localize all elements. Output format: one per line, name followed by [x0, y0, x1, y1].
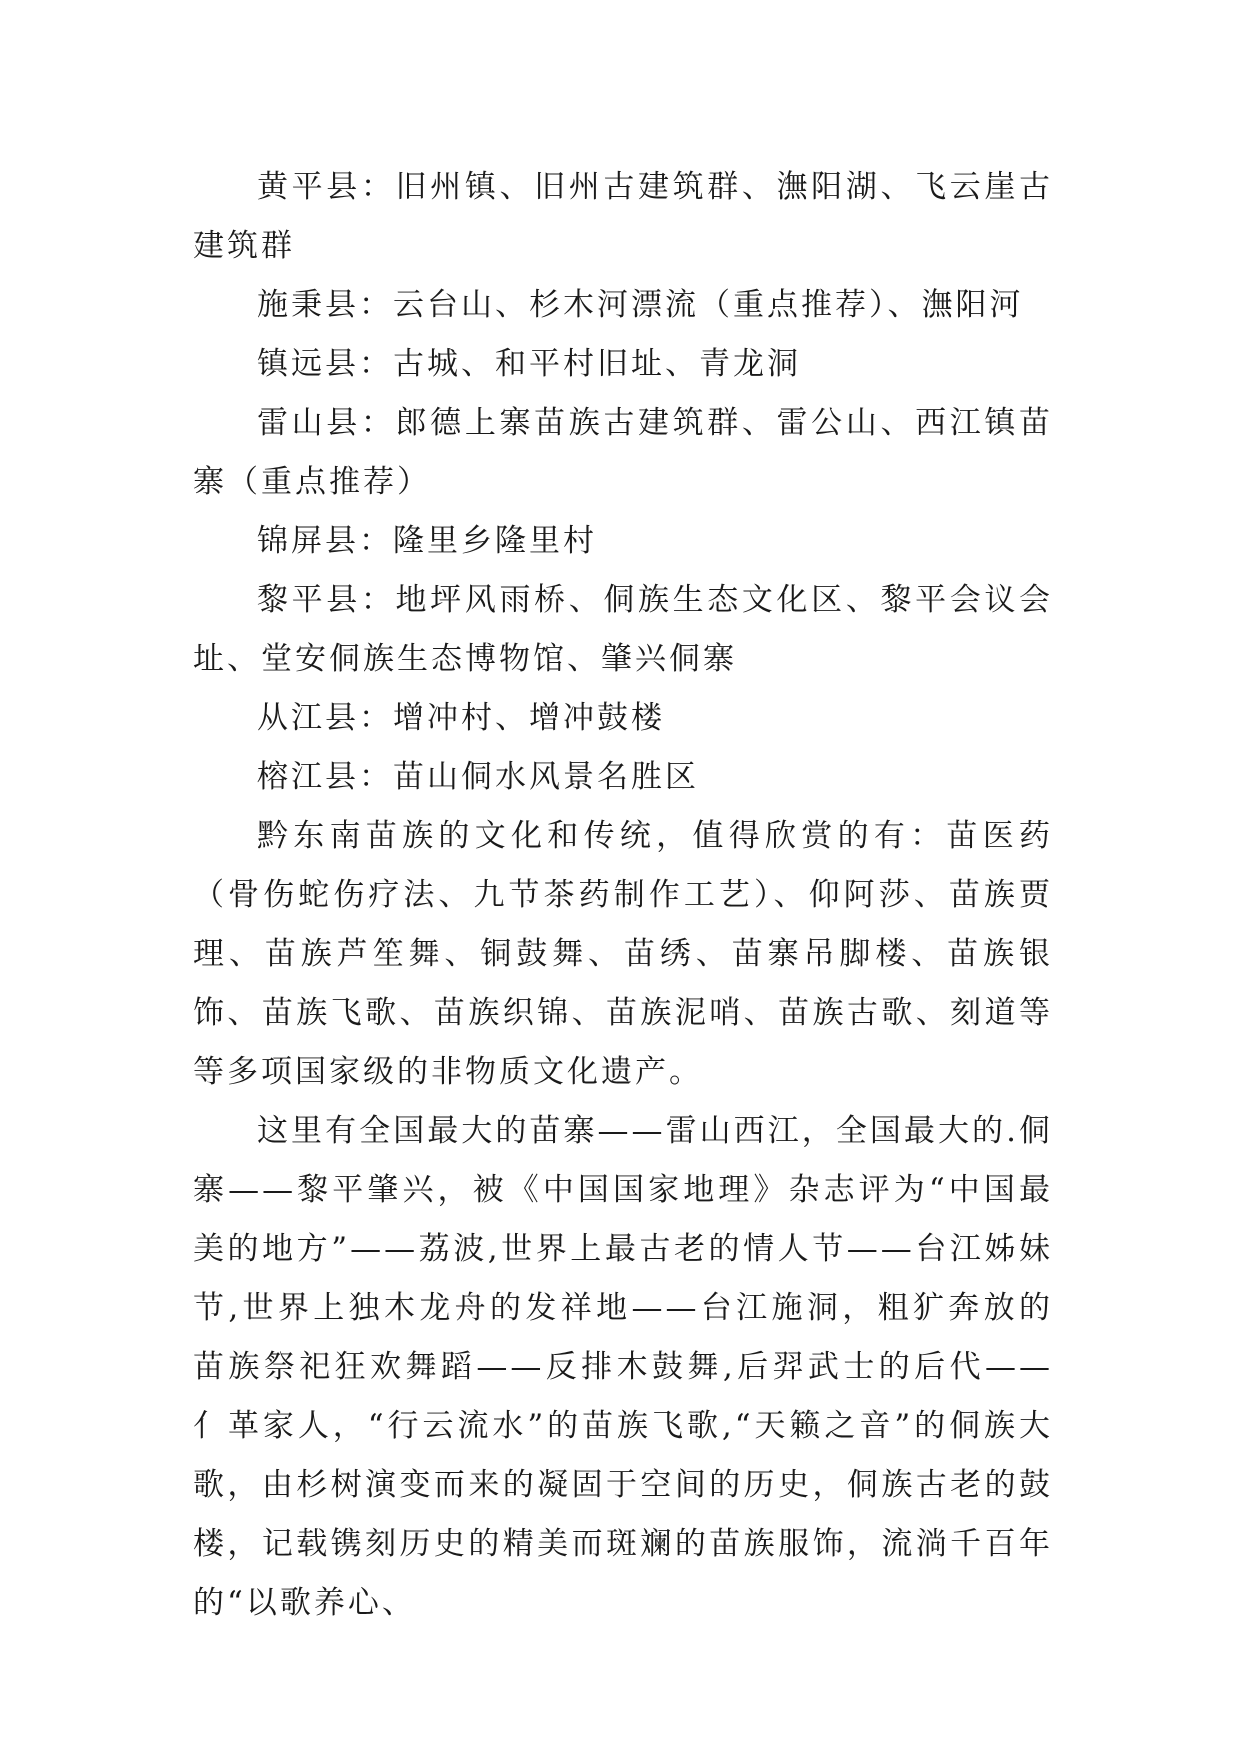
- paragraph-zhenyuan: 镇远县：古城、和平村旧址、青龙洞: [257, 346, 801, 382]
- paragraph-leishan: 雷山县：郎德上寨苗族古建筑群、雷公山、西江镇苗寨（重点推荐）: [193, 405, 1053, 500]
- document-body: [193, 158, 1053, 1633]
- paragraph-huangping: 黄平县：旧州镇、旧州古建筑群、潕阳湖、飞云崖古建筑群: [193, 169, 1053, 264]
- paragraph-rongjiang: 榕江县：苗山侗水风景名胜区: [257, 759, 699, 795]
- paragraph-congjiang: 从江县：增冲村、增冲鼓楼: [257, 700, 665, 736]
- paragraph-shibing: 施秉县：云台山、杉木河漂流（重点推荐）、潕阳河: [257, 287, 1024, 323]
- paragraph-liping: 黎平县：地坪风雨桥、侗族生态文化区、黎平会议会址、堂安侗族生态博物馆、肇兴侗寨: [193, 582, 1053, 677]
- paragraph-jinping: 锦屏县：隆里乡隆里村: [257, 523, 597, 559]
- paragraph-highlights: 这里有全国最大的苗寨——雷山西江，全国最大的.侗寨——黎平肇兴，被《中国国家地理》杂志评为“中国最美的地方”——荔波,世界上最古老的情人节——台江姊妹节,世界上独木龙舟的发祥地——台江施洞，粗犷奔放的苗族祭祀狂欢舞蹈——反排木鼓舞,后羿武士的后代——亻革家人，“行云流水”的苗族飞歌,“天籁之音”的侗族大歌，由杉树演变而来的凝固于空间的历史，侗族古老的鼓楼，记载镌刻历史的精美而斑斓的苗族服饰，流淌千百年的“以歌养心、: [193, 1113, 1053, 1621]
- paragraph-culture-heritage: 黔东南苗族的文化和传统，值得欣赏的有：苗医药（骨伤蛇伤疗法、九节茶药制作工艺）、仰阿莎、苗族贾理、苗族芦笙舞、铜鼓舞、苗绣、苗寨吊脚楼、苗族银饰、苗族飞歌、苗族织锦、苗族泥哨、苗族古歌、刻道等等多项国家级的非物质文化遗产。: [193, 818, 1053, 1090]
